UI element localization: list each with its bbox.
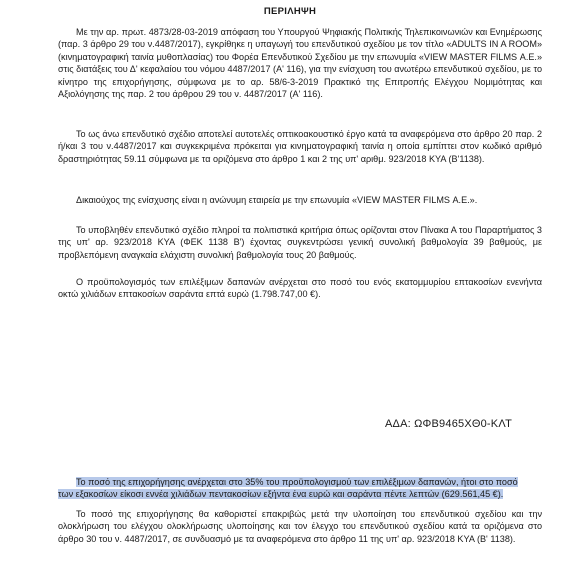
page-separator: [0, 382, 580, 390]
paragraph-beneficiary: Δικαιούχος της ενίσχυσης είναι η ανώνυμη εταιρεία με την επωνυμία «VIEW MASTER FILMS Α.Ε.».: [76, 195, 478, 205]
paragraph-investment-description: Το ως άνω επενδυτικό σχέδιο αποτελεί αυτοτελές οπτικοακουστικό έργο κατά τα αναφερόμενα στο άρθρο 20 παρ. 2 ή/και 3 του ν.4487/2017 και συγκεκριμένα πρόκειται για κινηματογραφική ταινία η οποία εμπίπτει στον κωδικό αριθμό δραστηριότητας 59.11 σύμφωνα με τα οριζόμενα στο άρθρο 1 και 2 της υπ' αριθμ. 923/2018 ΚΥΑ (Β'1138).: [58, 129, 542, 164]
highlighted-text-line-1: Το ποσό της επιχορήγησης ανέρχεται στο 35% του προϋπολογισμού των επιλέξιμων δαπανών, ήτοι στο ποσό: [76, 477, 518, 487]
paragraph-grant-determination: Το ποσό της επιχορήγησης θα καθοριστεί επακριβώς μετά την υλοποίηση του επενδυτικού σχεδίου και την ολοκλήρωση του ελέγχου ολοκλήρωσης υλοποίησης και τον έλεγχο του επενδυτικού σχεδίου κατά τα οριζόμενα στο άρθρο 30 του ν. 4487/2017, σε συνδυασμό με τα αναφερόμενα στο άρθρο 11 της υπ' αρ. 923/2018 ΚΥΑ (Β' 1138).: [58, 509, 542, 544]
highlighted-text-line-2: των εξακοσίων είκοσι εννέα χιλιάδων πεντακοσίων εξήντα ένα ευρώ και σαράντα πέντε λεπτών (629.561,45 €).: [58, 489, 504, 500]
ada-code: ΑΔΑ: ΩΦΒ9465ΧΘ0-ΚΛΤ: [384, 418, 512, 430]
paragraph-budget: Ο προϋπολογισμός των επιλέξιμων δαπανών ανέρχεται στο ποσό του ενός εκατομμυρίου επτακοσίων ενενήντα οκτώ χιλιάδων επτακοσίων σαράντα επτά ευρώ (1.798.747,00 €).: [58, 277, 542, 300]
paragraph-grant-amount: [58, 476, 542, 501]
page-title: ΠΕΡΙΛΗΨΗ: [263, 6, 317, 17]
paragraph-approval: Με την αρ. πρωτ. 4873/28-03-2019 απόφαση του Υπουργού Ψηφιακής Πολιτικής Τηλεπικοινωνιών και Ενημέρωσης (παρ. 3 άρθρο 29 του ν.4487/2017), εγκρίθηκε η υπαγωγή του επενδυτικού σχεδίου με τον τίτλο «ADULTS IN A ROOM» (κινηματογραφική ταινία μυθοπλασίας) του Φορέα Επενδυτικού Σχεδίου με την επωνυμία «VIEW MASTER FILMS Α.Ε.» στις διατάξεις του Δ' κεφαλαίου του νόμου 4487/2017 (Α' 116), για την ενίσχυση του ανωτέρω επενδυτικού σχεδίου, με το κίνητρο της επιχορήγησης, σύμφωνα με το αρ. 58/6-3-2019 Πρακτικό της Επιτροπής Ελέγχου Νομιμότητας και Αξιολόγησης της παρ. 2 του άρθρου 29 του ν. 4487/2017 (Α' 116).: [58, 27, 542, 100]
paragraph-cultural-criteria: Το υποβληθέν επενδυτικό σχέδιο πληροί τα πολιτιστικά κριτήρια όπως ορίζονται στον Πίνακα Α του Παραρτήματος 3 της υπ' αρ. 923/2018 ΚΥΑ (ΦΕΚ 1138 Β') έχοντας συγκεντρώσει γενική συνολική βαθμολογία 39 βαθμούς, με προβλεπόμενη αναγκαία ελάχιστη συνολική βαθμολογία τους 20 βαθμούς.: [58, 225, 542, 260]
document-page-2: [0, 390, 580, 580]
